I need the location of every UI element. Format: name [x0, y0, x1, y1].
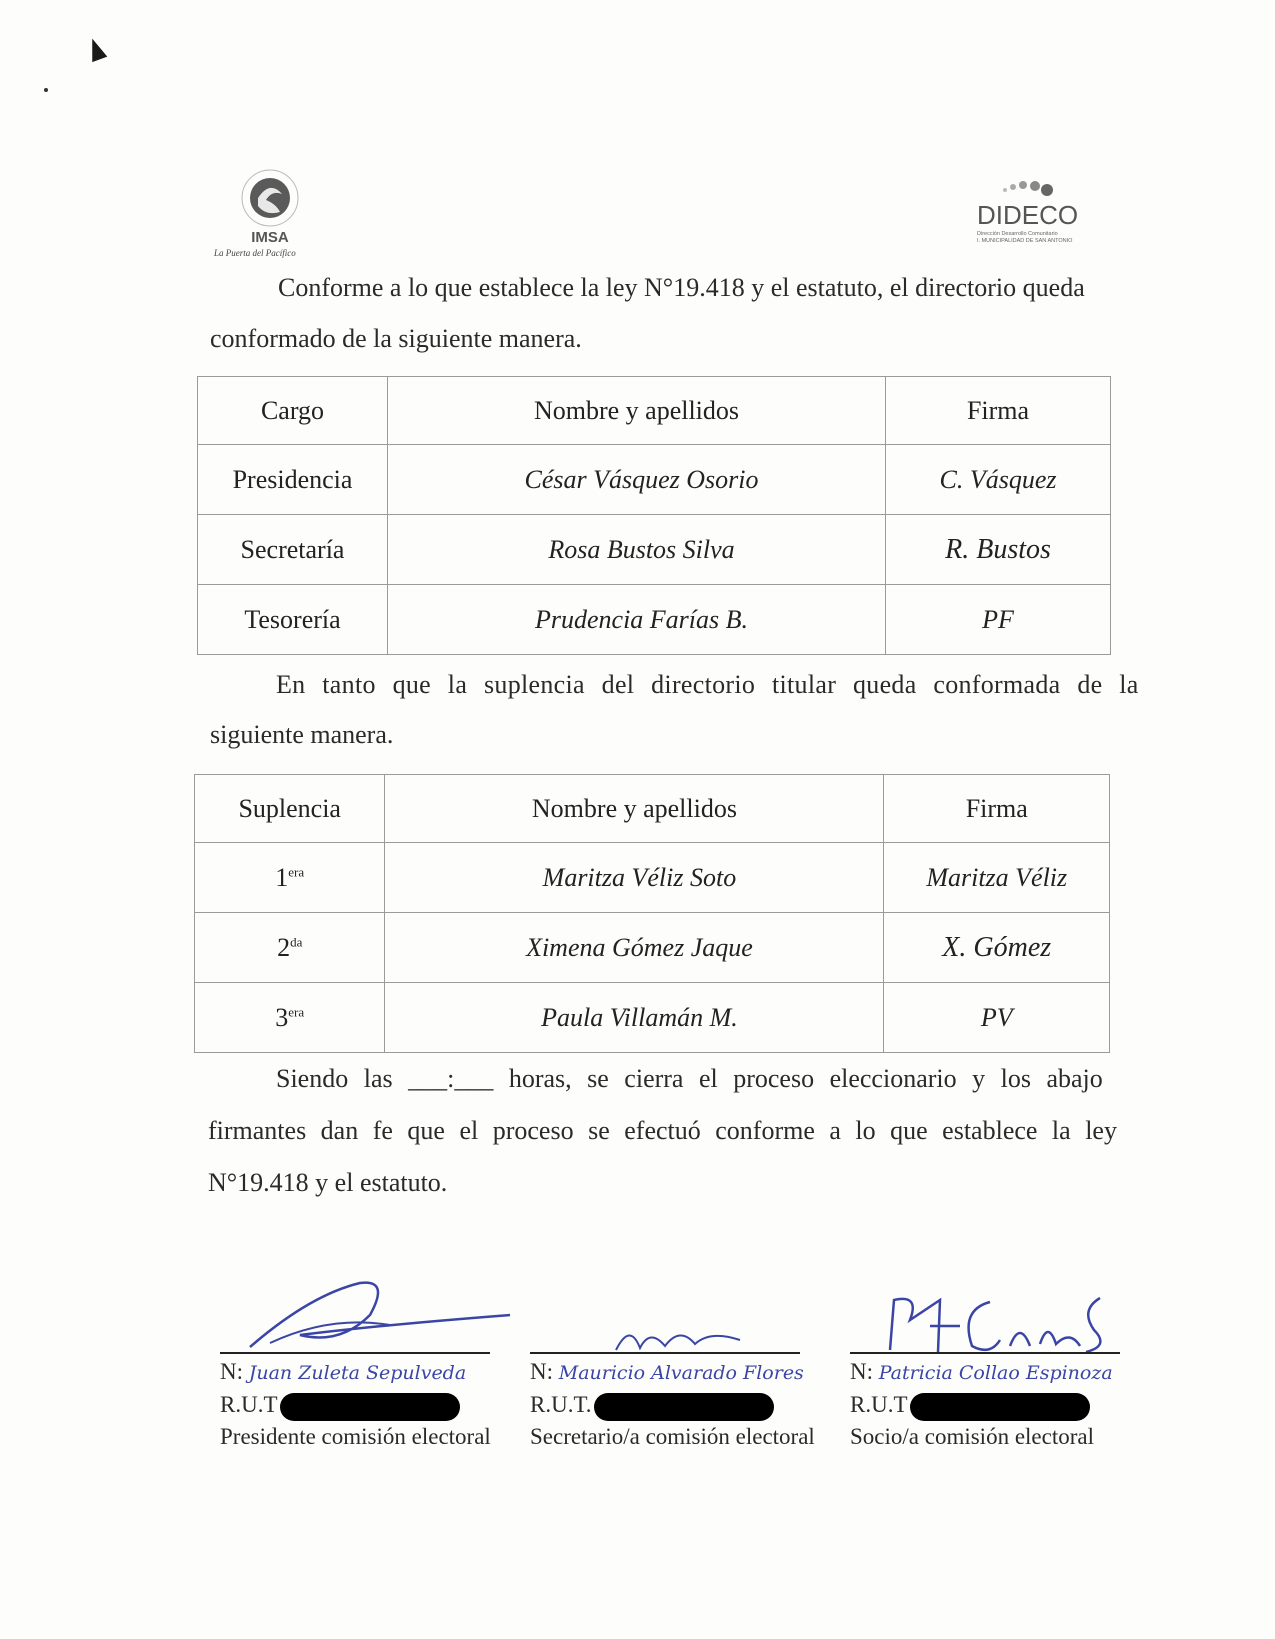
handwritten-name: Juan Zuleta Sepulveda — [248, 1362, 467, 1384]
table-row — [198, 445, 1111, 515]
scan-artifact-dot — [44, 88, 48, 92]
table-header-row — [195, 775, 1110, 843]
dideco-logo — [975, 180, 1095, 260]
cargo-cell: Secretaría — [198, 515, 388, 585]
suplencia-intro-line-1: En tanto que la suplencia del directorio titular queda conformada de la — [276, 670, 1139, 699]
signature-scribble-1 — [230, 1275, 520, 1355]
handwritten-signature: C. Vásquez — [886, 445, 1111, 515]
name-label: N: — [220, 1359, 243, 1384]
signatory-socio — [850, 1352, 1120, 1453]
header-nombre: Nombre y apellidos — [388, 377, 886, 445]
redaction-bar — [910, 1393, 1090, 1421]
role-label: Presidente comisión electoral — [220, 1424, 491, 1449]
header-nombre: Nombre y apellidos — [385, 775, 884, 843]
signature-scribble-3 — [880, 1290, 1120, 1360]
role-label: Socio/a comisión electoral — [850, 1424, 1094, 1449]
cierre-line-1: Siendo las ___:___ horas, se cierra el proceso eleccionario y los abajo — [276, 1064, 1103, 1093]
table-header-row — [198, 377, 1111, 445]
header-cargo: Cargo — [198, 377, 388, 445]
name-label: N: — [850, 1359, 873, 1384]
table-row — [195, 843, 1110, 913]
intro-line-1: Conforme a lo que establece la ley N°19.418 y el estatuto, el directorio queda — [278, 273, 1085, 302]
imsa-logo-name: IMSA — [251, 229, 289, 246]
suplencia-intro-line-2: siguiente manera. — [210, 720, 394, 749]
redaction-bar — [280, 1393, 460, 1421]
table-row — [198, 585, 1111, 655]
handwritten-signature: X. Gómez — [884, 913, 1110, 983]
header-suplencia: Suplencia — [195, 775, 385, 843]
rut-label: R.U.T — [850, 1392, 908, 1417]
handwritten-name: Prudencia Farías B. — [388, 585, 886, 655]
cierre-line-3: N°19.418 y el estatuto. — [208, 1168, 448, 1197]
order-cell: $1^{era}$ — [195, 843, 385, 913]
handwritten-name: Rosa Bustos Silva — [388, 515, 886, 585]
table-row — [195, 983, 1110, 1053]
intro-line-2: conformado de la siguiente manera. — [210, 324, 582, 353]
handwritten-signature: Maritza Véliz — [884, 843, 1110, 913]
handwritten-signature: PV — [884, 983, 1110, 1053]
signatory-presidente — [220, 1352, 491, 1453]
suplencia-table — [194, 774, 1110, 1053]
signature-line — [220, 1352, 490, 1354]
table-row — [195, 913, 1110, 983]
handwritten-name: Mauricio Alvarado Flores — [558, 1362, 804, 1384]
role-label: Secretario/a comisión electoral — [530, 1424, 815, 1449]
rut-label: R.U.T. — [530, 1392, 592, 1417]
handwritten-name: Paula Villamán M. — [385, 983, 884, 1053]
handwritten-name: Maritza Véliz Soto — [385, 843, 884, 913]
handwritten-name: Patricia Collao Espinoza — [878, 1362, 1113, 1384]
handwritten-name: Ximena Gómez Jaque — [385, 913, 884, 983]
directorio-table — [197, 376, 1111, 655]
dideco-logo-sub1: Dirección Desarrollo Comunitario — [977, 231, 1058, 237]
name-label: N: — [530, 1359, 553, 1384]
header-firma: Firma — [884, 775, 1110, 843]
header-firma: Firma — [886, 377, 1111, 445]
rut-label: R.U.T — [220, 1392, 278, 1417]
signatory-secretario — [530, 1352, 815, 1453]
dideco-logo-sub2: I. MUNICIPALIDAD DE SAN ANTONIO — [977, 238, 1073, 244]
cargo-cell: Presidencia — [198, 445, 388, 515]
redaction-bar — [594, 1393, 774, 1421]
signature-line — [850, 1352, 1120, 1354]
order-cell: $3^{era}$ — [195, 983, 385, 1053]
table-row — [198, 515, 1111, 585]
imsa-logo — [210, 160, 330, 260]
order-cell: $2^{da}$ — [195, 913, 385, 983]
dideco-logo-name: DIDECO — [977, 200, 1079, 230]
handwritten-signature: PF — [886, 585, 1111, 655]
handwritten-name: César Vásquez Osorio — [388, 445, 886, 515]
handwritten-signature: R. Bustos — [886, 515, 1111, 585]
imsa-logo-tagline: La Puerta del Pacífico — [214, 248, 296, 258]
cargo-cell: Tesorería — [198, 585, 388, 655]
signature-line — [530, 1352, 800, 1354]
scan-artifact — [85, 36, 108, 62]
cierre-line-2: firmantes dan fe que el proceso se efectuó conforme a lo que establece la ley — [208, 1116, 1117, 1145]
